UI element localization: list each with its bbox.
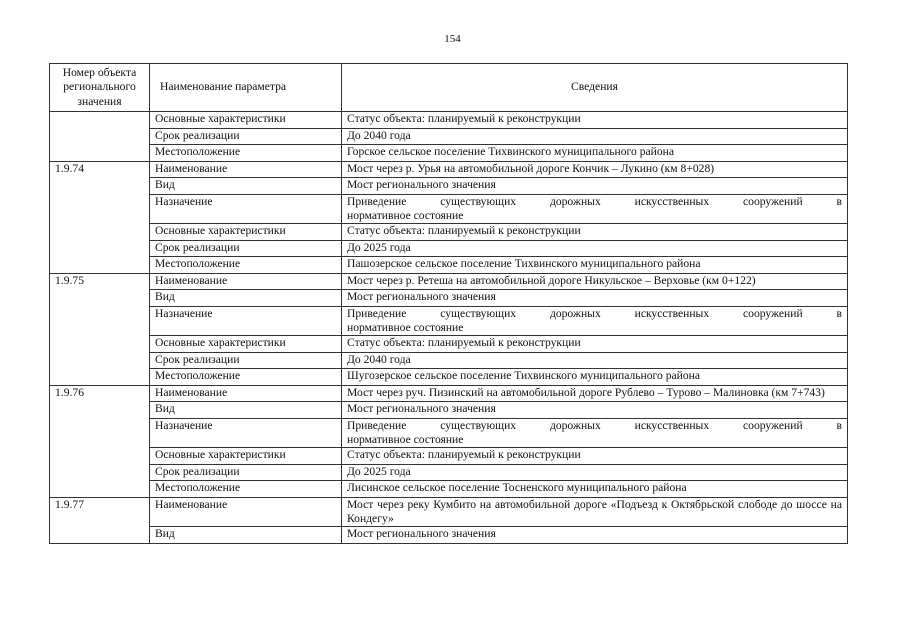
table-row [50, 385, 848, 402]
info-cell: До 2025 года [342, 464, 848, 481]
table-header [50, 64, 848, 112]
header-info: Сведения [342, 64, 848, 112]
table-row [50, 527, 848, 544]
object-number-cell [50, 112, 150, 162]
parameter-cell: Наименование [150, 273, 342, 290]
table-row [50, 481, 848, 498]
header-parameter-name: Наименование параметра [150, 64, 342, 112]
info-line: нормативное состояние [347, 320, 464, 334]
object-number-cell: 1.9.76 [50, 385, 150, 497]
info-cell: До 2025 года [342, 240, 848, 257]
table-row [50, 448, 848, 465]
info-cell [342, 306, 848, 336]
table-row [50, 290, 848, 307]
info-cell [342, 418, 848, 448]
parameter-cell: Основные характеристики [150, 112, 342, 129]
table-row [50, 240, 848, 257]
regional-objects-table [49, 63, 848, 544]
info-cell: Мост через р. Урья на автомобильной дороге Кончик – Лукино (км 8+028) [342, 161, 848, 178]
parameter-cell: Срок реализации [150, 240, 342, 257]
info-cell: Мост через реку Кумбито на автомобильной дороге «Подъезд к Октябрьской слободе до шоссе на Кондегу» [342, 497, 848, 527]
page-number: 154 [444, 33, 461, 45]
parameter-cell: Наименование [150, 497, 342, 527]
table-row [50, 178, 848, 195]
info-cell: Мост через руч. Пизинский на автомобильной дороге Рублево – Турово – Малиновка (км 7+743) [342, 385, 848, 402]
parameter-cell: Основные характеристики [150, 336, 342, 353]
info-cell: Мост регионального значения [342, 402, 848, 419]
object-number-cell: 1.9.75 [50, 273, 150, 385]
table-body [50, 112, 848, 544]
info-cell: Статус объекта: планируемый к реконструкции [342, 448, 848, 465]
info-cell: Статус объекта: планируемый к реконструкции [342, 112, 848, 129]
table-row [50, 402, 848, 419]
parameter-cell: Вид [150, 178, 342, 195]
info-cell: Статус объекта: планируемый к реконструкции [342, 336, 848, 353]
table-row [50, 306, 848, 336]
table-row [50, 369, 848, 386]
table-row [50, 128, 848, 145]
info-cell: До 2040 года [342, 352, 848, 369]
parameter-cell: Местоположение [150, 481, 342, 498]
info-line: Приведение существующих дорожных искусственных сооружений в [347, 194, 842, 208]
table-row [50, 418, 848, 448]
parameter-cell: Назначение [150, 418, 342, 448]
info-cell: Лисинское сельское поселение Тосненского муниципального района [342, 481, 848, 498]
table-row [50, 145, 848, 162]
info-line: нормативное состояние [347, 208, 464, 222]
info-line: Приведение существующих дорожных искусственных сооружений в [347, 418, 842, 432]
table-row [50, 224, 848, 241]
parameter-cell: Наименование [150, 161, 342, 178]
parameter-cell: Назначение [150, 194, 342, 224]
table-row [50, 257, 848, 274]
table-row [50, 112, 848, 129]
parameter-cell: Вид [150, 527, 342, 544]
info-line: нормативное состояние [347, 432, 464, 446]
info-cell [342, 194, 848, 224]
header-object-number: Номер объекта регионального значения [50, 64, 150, 112]
info-cell: До 2040 года [342, 128, 848, 145]
parameter-cell: Срок реализации [150, 352, 342, 369]
info-cell: Мост через р. Ретеша на автомобильной дороге Никульское – Верховье (км 0+122) [342, 273, 848, 290]
table-row [50, 497, 848, 527]
info-cell: Статус объекта: планируемый к реконструкции [342, 224, 848, 241]
object-number-cell: 1.9.74 [50, 161, 150, 273]
parameter-cell: Местоположение [150, 145, 342, 162]
parameter-cell: Наименование [150, 385, 342, 402]
table-row [50, 194, 848, 224]
info-cell: Пашозерское сельское поселение Тихвинского муниципального района [342, 257, 848, 274]
table-row [50, 352, 848, 369]
info-cell: Шугозерское сельское поселение Тихвинского муниципального района [342, 369, 848, 386]
parameter-cell: Местоположение [150, 257, 342, 274]
object-number-cell: 1.9.77 [50, 497, 150, 543]
parameter-cell: Вид [150, 402, 342, 419]
info-cell: Мост регионального значения [342, 178, 848, 195]
info-line: Приведение существующих дорожных искусственных сооружений в [347, 306, 842, 320]
parameter-cell: Назначение [150, 306, 342, 336]
table-row [50, 161, 848, 178]
info-cell: Горское сельское поселение Тихвинского муниципального района [342, 145, 848, 162]
parameter-cell: Срок реализации [150, 128, 342, 145]
parameter-cell: Вид [150, 290, 342, 307]
parameter-cell: Срок реализации [150, 464, 342, 481]
parameter-cell: Основные характеристики [150, 448, 342, 465]
info-cell: Мост регионального значения [342, 527, 848, 544]
table-row [50, 336, 848, 353]
info-cell: Мост регионального значения [342, 290, 848, 307]
table-row [50, 464, 848, 481]
parameter-cell: Основные характеристики [150, 224, 342, 241]
parameter-cell: Местоположение [150, 369, 342, 386]
table-row [50, 273, 848, 290]
